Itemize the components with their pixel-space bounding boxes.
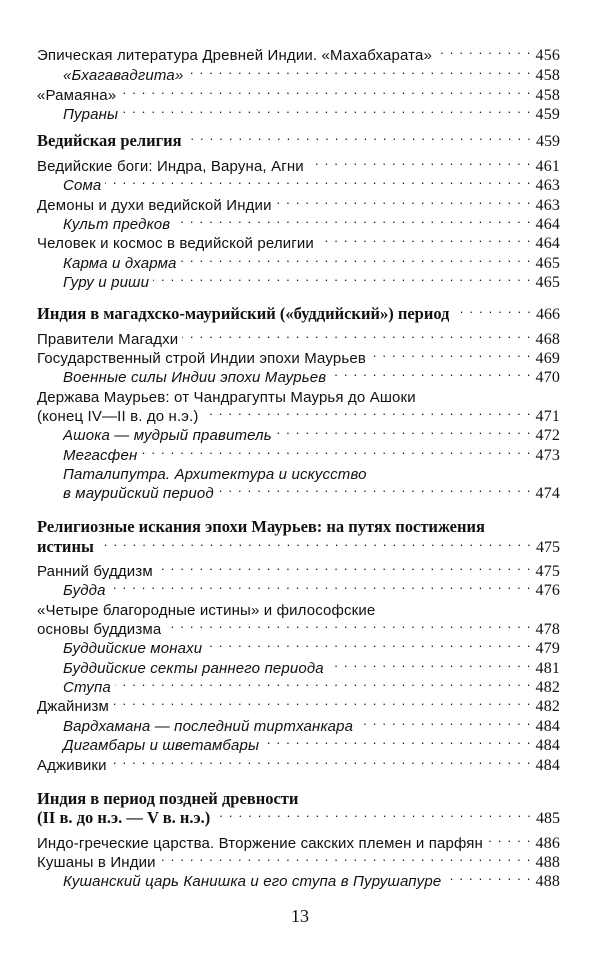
toc-entry-title: в маурийский период bbox=[63, 485, 214, 502]
toc-entry-page: 459 bbox=[535, 106, 560, 123]
dot-leader bbox=[120, 80, 531, 100]
toc-entry-title: Демоны и духи ведийской Индии bbox=[37, 197, 272, 214]
dot-leader bbox=[98, 532, 532, 552]
toc-entry-title: Будда bbox=[63, 582, 106, 599]
toc-entry-page: 470 bbox=[535, 369, 560, 386]
dot-leader bbox=[122, 99, 531, 119]
toc-entry bbox=[37, 730, 560, 754]
dot-leader bbox=[160, 847, 532, 867]
dot-leader bbox=[370, 343, 532, 363]
dot-leader bbox=[174, 209, 531, 229]
page-number: 13 bbox=[291, 906, 309, 926]
toc-entry-title: Индия в магадхско-маурийский («буддийский») период bbox=[37, 304, 450, 323]
dot-leader bbox=[371, 459, 534, 479]
toc-entry bbox=[37, 556, 560, 580]
toc-entry-title: основы буддизма bbox=[37, 621, 162, 638]
toc-section-heading bbox=[37, 126, 560, 150]
toc-entry-page: 488 bbox=[535, 854, 560, 871]
toc-entry-title: Пураны bbox=[63, 106, 119, 123]
toc-entry-title: Кушанский царь Канишка и его ступа в Пурушапуре bbox=[63, 873, 442, 890]
dot-leader bbox=[487, 828, 532, 848]
toc-entry-page: 469 bbox=[535, 350, 560, 367]
toc-entry-title: Культ предков bbox=[63, 216, 171, 233]
toc-entry bbox=[37, 248, 560, 272]
toc-entry-title: Военные силы Индии эпохи Маурьев bbox=[63, 369, 327, 386]
toc-entry-page: 465 bbox=[535, 255, 560, 272]
toc-entry-title: Вардхамана — последний тиртханкара bbox=[63, 718, 354, 735]
toc-entry-page: 458 bbox=[535, 87, 560, 104]
toc-entry bbox=[37, 343, 560, 367]
toc-entry-page: 465 bbox=[535, 274, 560, 291]
toc-entry-title: Буддийские секты раннего периода bbox=[63, 660, 324, 677]
toc-entry-page: 458 bbox=[535, 67, 560, 84]
toc-entry-title: Кушаны в Индии bbox=[37, 854, 156, 871]
toc-entry-title: «Рамаяна» bbox=[37, 87, 117, 104]
toc-entry-title: Дигамбары и шветамбары bbox=[63, 737, 260, 754]
toc-entry-title: Эпическая литература Древней Индии. «Махабхарата» bbox=[37, 47, 432, 64]
dot-leader bbox=[436, 40, 532, 60]
dot-leader bbox=[206, 633, 531, 653]
toc-entry-title: Сома bbox=[63, 177, 102, 194]
dot-leader bbox=[187, 60, 531, 80]
toc-entry bbox=[37, 80, 560, 104]
dot-leader bbox=[218, 478, 532, 498]
toc-entry-page: 482 bbox=[535, 698, 560, 715]
toc-entry-page: 475 bbox=[535, 563, 560, 580]
toc-entry-page: 461 bbox=[535, 158, 560, 175]
dot-leader bbox=[308, 151, 532, 171]
toc-entry-page: 475 bbox=[536, 539, 560, 556]
toc-entry bbox=[37, 190, 560, 214]
toc-entry-page: 476 bbox=[535, 582, 560, 599]
toc-entry-page: 484 bbox=[535, 737, 560, 754]
dot-leader bbox=[276, 420, 532, 440]
toc-entry-title: Правители Магадхи bbox=[37, 331, 179, 348]
dot-leader bbox=[111, 750, 532, 770]
dot-leader bbox=[318, 228, 532, 248]
dot-leader bbox=[153, 267, 531, 287]
dot-leader bbox=[182, 324, 531, 344]
toc-entry bbox=[37, 750, 560, 774]
toc-entry bbox=[37, 847, 560, 871]
toc-entry-title: Мегасфен bbox=[63, 447, 138, 464]
dot-leader bbox=[165, 614, 531, 634]
toc-entry-title: Буддийские монахи bbox=[63, 640, 203, 657]
toc-entry bbox=[37, 672, 560, 696]
toc-entry-page: 488 bbox=[535, 873, 560, 890]
toc-entry bbox=[37, 711, 560, 735]
dot-leader bbox=[186, 126, 532, 146]
toc-entry-page: 484 bbox=[535, 718, 560, 735]
toc-entry-page: 472 bbox=[535, 427, 560, 444]
dot-leader bbox=[157, 556, 532, 576]
toc-section-heading bbox=[37, 299, 560, 323]
toc-entry-title: Религиозные искания эпохи Маурьев: на путях постижения bbox=[37, 517, 485, 536]
toc-entry bbox=[37, 420, 560, 444]
toc-entry bbox=[37, 324, 560, 348]
toc-entry bbox=[37, 267, 560, 291]
dot-leader bbox=[214, 803, 532, 823]
toc-entry-title: Джайнизм bbox=[37, 698, 109, 715]
dot-leader bbox=[489, 512, 534, 532]
toc-entry-title: Ашока — мудрый правитель bbox=[63, 427, 272, 444]
toc-entry-title: Государственный строй Индии эпохи Маурьев bbox=[37, 350, 366, 367]
toc-entry bbox=[37, 228, 560, 252]
toc-entry-title: Держава Маурьев: от Чандрагупты Маурья до Ашоки bbox=[37, 389, 416, 406]
toc-entry bbox=[37, 691, 560, 715]
toc-entry bbox=[37, 401, 560, 425]
toc-entry bbox=[37, 575, 560, 599]
toc-entry-page: 466 bbox=[536, 306, 560, 323]
toc-entry-title: Адживики bbox=[37, 757, 107, 774]
toc-entry-page: 485 bbox=[536, 810, 560, 827]
toc-entry-page: 486 bbox=[535, 835, 560, 852]
dot-leader bbox=[328, 653, 532, 673]
toc-entry-page: 479 bbox=[535, 640, 560, 657]
toc-entry-page: 464 bbox=[535, 235, 560, 252]
dot-leader bbox=[420, 382, 534, 402]
dot-leader bbox=[141, 440, 531, 460]
dot-leader bbox=[453, 299, 532, 319]
dot-leader bbox=[263, 730, 531, 750]
toc-entry-title: Индо-греческие царства. Вторжение сакских племен и парфян bbox=[37, 835, 483, 852]
toc-entry-page: 471 bbox=[535, 408, 560, 425]
dot-leader bbox=[302, 784, 534, 804]
toc-entry-title: Гуру и риши bbox=[63, 274, 150, 291]
toc-entry-page: 478 bbox=[535, 621, 560, 638]
dot-leader bbox=[181, 248, 532, 268]
toc-entry-title: Паталипутра. Архитектура и искусство bbox=[63, 466, 367, 483]
toc-entry-page: 468 bbox=[535, 331, 560, 348]
toc-entry bbox=[37, 866, 560, 890]
dot-leader bbox=[203, 401, 532, 421]
dot-leader bbox=[445, 866, 531, 886]
toc-entry-title: (II в. до н.э. — V в. н.э.) bbox=[37, 808, 211, 827]
dot-leader bbox=[357, 711, 531, 731]
toc-entry-title: Ранний буддизм bbox=[37, 563, 153, 580]
toc-entry bbox=[37, 633, 560, 657]
toc-entry bbox=[37, 440, 560, 464]
toc-entry-title: Ведийские боги: Индра, Варуна, Агни bbox=[37, 158, 304, 175]
toc-entry-page: 481 bbox=[535, 660, 560, 677]
toc-entry-title: Ступа bbox=[63, 679, 111, 696]
toc-entry-title: истины bbox=[37, 537, 94, 556]
dot-leader bbox=[330, 362, 531, 382]
toc-entry bbox=[37, 209, 560, 233]
toc-entry-title: Человек и космос в ведийской религии bbox=[37, 235, 314, 252]
toc-entry bbox=[37, 170, 560, 194]
dot-leader bbox=[379, 595, 534, 615]
toc-entry-title: Ведийская религия bbox=[37, 131, 182, 150]
toc-entry bbox=[37, 614, 560, 638]
toc-entry bbox=[37, 828, 560, 852]
toc-entry bbox=[37, 362, 560, 386]
dot-leader bbox=[113, 691, 532, 711]
toc-entry bbox=[37, 595, 560, 619]
toc-entry-title: «Четыре благородные истины» и философские bbox=[37, 602, 376, 619]
toc-entry-page: 463 bbox=[535, 197, 560, 214]
toc-entry-page: 482 bbox=[535, 679, 560, 696]
toc-section-heading bbox=[37, 784, 560, 808]
toc-entry-page: 484 bbox=[535, 757, 560, 774]
toc-entry bbox=[37, 40, 560, 64]
toc-entry-page: 464 bbox=[535, 216, 560, 233]
toc-entry-title: Индия в период поздней древности bbox=[37, 789, 299, 808]
toc-entry bbox=[37, 382, 560, 406]
toc-entry-title: «Бхагавадгита» bbox=[63, 67, 184, 84]
toc-entry bbox=[37, 459, 560, 483]
toc-entry bbox=[37, 60, 560, 84]
toc-entry bbox=[37, 99, 560, 123]
toc-entry-title: (конец IV—II в. до н.э.) bbox=[37, 408, 199, 425]
toc-entry-page: 456 bbox=[535, 47, 560, 64]
toc-entry-page: 463 bbox=[535, 177, 560, 194]
dot-leader bbox=[105, 170, 531, 190]
toc-entry-page: 474 bbox=[535, 485, 560, 502]
toc-entry bbox=[37, 151, 560, 175]
dot-leader bbox=[115, 672, 532, 692]
dot-leader bbox=[276, 190, 532, 210]
toc-entry bbox=[37, 653, 560, 677]
toc-entry-page: 473 bbox=[535, 447, 560, 464]
toc-section-heading bbox=[37, 803, 560, 827]
dot-leader bbox=[110, 575, 532, 595]
toc-entry-title: Карма и дхарма bbox=[63, 255, 177, 272]
toc-section-heading bbox=[37, 512, 560, 536]
toc-entry bbox=[37, 478, 560, 502]
toc-section-heading bbox=[37, 532, 560, 556]
toc-entry-page: 459 bbox=[536, 133, 560, 150]
